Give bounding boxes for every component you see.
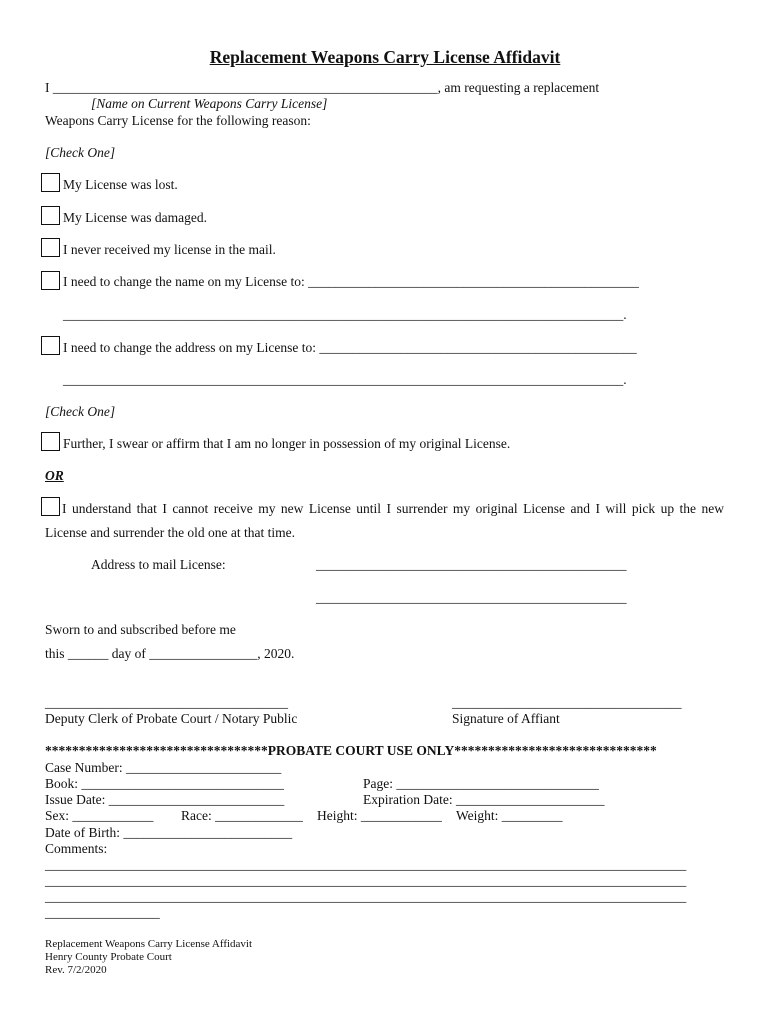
option-change-address-label[interactable]: I need to change the address on my License to: _______________________________________________ <box>63 340 637 355</box>
intro-line-1: I _________________________________________________________, am requesting a replacement <box>45 80 600 95</box>
affiant-signature-label: Signature of Affiant <box>452 711 560 726</box>
race-field[interactable]: Race: _____________ <box>181 808 303 823</box>
footer-form-name: Replacement Weapons Carry License Affidavit <box>45 938 253 950</box>
comment-line-1[interactable]: _______________________________________________________________________________________________ <box>45 857 687 872</box>
date-of-birth-field[interactable]: Date of Birth: _________________________ <box>45 825 293 840</box>
check-one-label-2: [Check One] <box>45 404 116 419</box>
issue-date-field[interactable]: Issue Date: __________________________ <box>45 792 285 807</box>
sworn-line-2[interactable]: this ______ day of ________________, 2020. <box>45 646 295 661</box>
clerk-signature-label: Deputy Clerk of Probate Court / Notary Public <box>45 711 298 726</box>
page-field[interactable]: Page: ______________________________ <box>363 776 599 791</box>
or-label: OR <box>45 468 64 483</box>
comment-line-3[interactable]: _______________________________________________________________________________________________ <box>45 889 687 904</box>
height-field[interactable]: Height: ____________ <box>317 808 442 823</box>
expiration-date-field[interactable]: Expiration Date: ______________________ <box>363 792 605 807</box>
comment-line-4[interactable]: _________________ <box>45 905 160 920</box>
checkbox-never-received[interactable] <box>41 238 60 257</box>
clerk-signature-line[interactable]: ____________________________________ <box>45 695 288 710</box>
understand-statement-line-2: License and surrender the old one at that time. <box>45 525 296 540</box>
option-never-received-label: I never received my license in the mail. <box>63 242 276 257</box>
option-change-name-label[interactable]: I need to change the name on my License to: _________________________________________________ <box>63 274 639 289</box>
comment-line-2[interactable]: _______________________________________________________________________________________________ <box>45 873 687 888</box>
checkbox-understand[interactable] <box>41 497 60 516</box>
mail-address-line-1[interactable]: ______________________________________________ <box>316 557 627 572</box>
mail-address-label: Address to mail License: <box>91 557 226 572</box>
footer-revision: Rev. 7/2/2020 <box>45 964 107 976</box>
understand-statement-line-1: I understand that I cannot receive my new License until I surrender my original License and I will pick up the new <box>62 501 724 516</box>
option-lost-label: My License was lost. <box>63 177 178 192</box>
change-name-continuation-line[interactable]: ___________________________________________________________________________________. <box>63 307 627 322</box>
checkbox-damaged[interactable] <box>41 206 60 225</box>
name-hint: [Name on Current Weapons Carry License] <box>91 96 328 111</box>
option-damaged-label: My License was damaged. <box>63 210 207 225</box>
page-title: Replacement Weapons Carry License Affidavit <box>209 47 561 67</box>
affiant-signature-line[interactable]: __________________________________ <box>452 695 682 710</box>
checkbox-change-address[interactable] <box>41 336 60 355</box>
footer-court-name: Henry County Probate Court <box>45 951 172 963</box>
mail-address-line-2[interactable]: ______________________________________________ <box>316 590 627 605</box>
sex-field[interactable]: Sex: ____________ <box>45 808 154 823</box>
checkbox-lost[interactable] <box>41 173 60 192</box>
change-address-continuation-line[interactable]: ___________________________________________________________________________________. <box>63 372 627 387</box>
case-number-field[interactable]: Case Number: _______________________ <box>45 760 282 775</box>
intro-line-2: Weapons Carry License for the following reason: <box>45 113 311 128</box>
court-use-header: *********************************PROBATE COURT USE ONLY****************************** <box>45 743 657 758</box>
checkbox-swear[interactable] <box>41 432 60 451</box>
comments-label: Comments: <box>45 841 108 856</box>
weight-field[interactable]: Weight: _________ <box>456 808 563 823</box>
check-one-label: [Check One] <box>45 145 116 160</box>
checkbox-change-name[interactable] <box>41 271 60 290</box>
swear-statement: Further, I swear or affirm that I am no longer in possession of my original License. <box>63 436 511 451</box>
sworn-line-1: Sworn to and subscribed before me <box>45 622 236 637</box>
book-field[interactable]: Book: ______________________________ <box>45 776 284 791</box>
